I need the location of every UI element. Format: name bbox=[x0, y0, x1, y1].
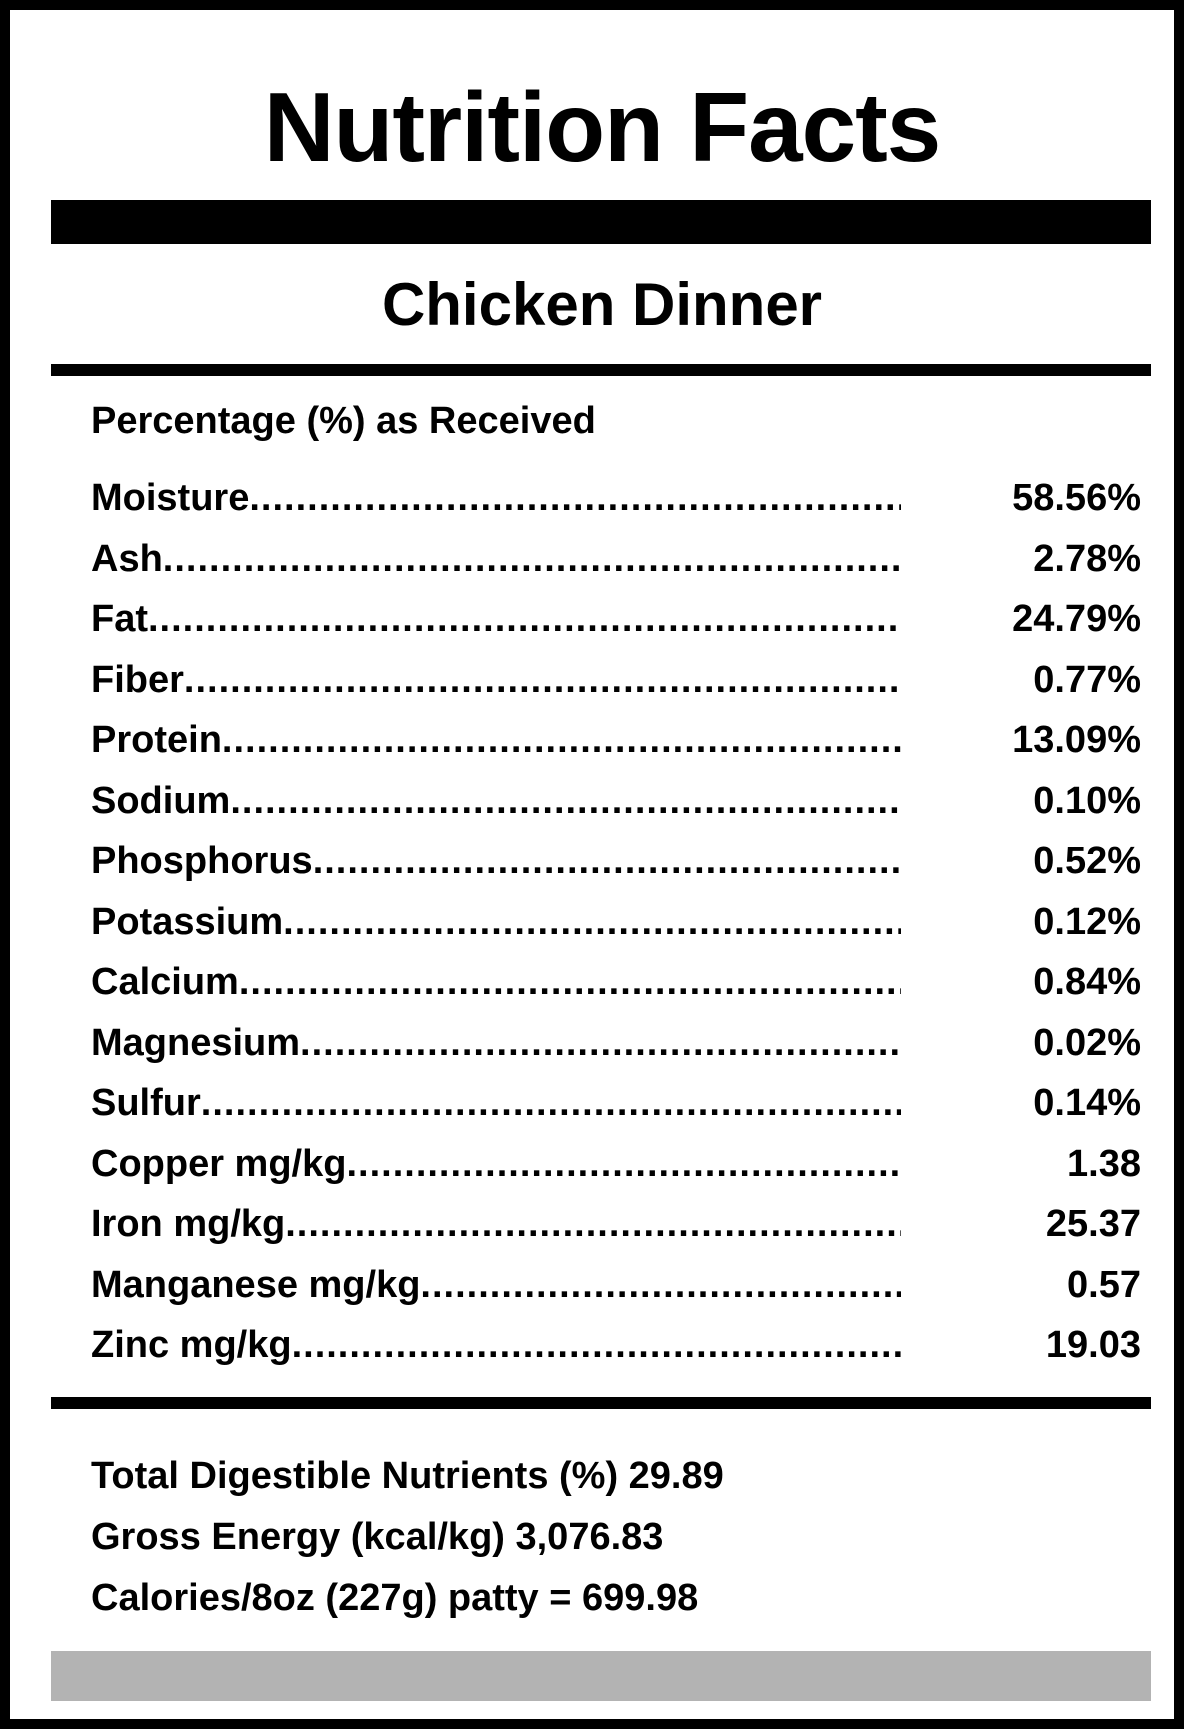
nutrient-value: 0.12% bbox=[1033, 900, 1141, 943]
nutrient-value: 2.78% bbox=[1033, 537, 1141, 580]
nutrient-value: 0.14% bbox=[1033, 1082, 1141, 1124]
nutrient-row bbox=[91, 1255, 1141, 1316]
dot-leader bbox=[292, 1315, 901, 1375]
dot-leader bbox=[222, 710, 901, 770]
nutrient-row bbox=[91, 1073, 1141, 1134]
nutrient-value: 0.77% bbox=[1033, 658, 1141, 701]
divider-top bbox=[51, 364, 1151, 376]
dot-leader bbox=[420, 1255, 901, 1315]
nutrient-value: 0.52% bbox=[1033, 840, 1141, 882]
section-heading: Percentage (%) as Received bbox=[91, 400, 596, 442]
dot-leader bbox=[346, 1134, 901, 1194]
nutrient-name: Manganese mg/kg bbox=[91, 1263, 421, 1306]
dot-leader bbox=[300, 1013, 901, 1073]
nutrient-value: 0.84% bbox=[1033, 961, 1141, 1003]
dot-leader bbox=[184, 650, 901, 710]
nutrient-row bbox=[91, 468, 1141, 529]
nutrient-name: Calcium bbox=[91, 961, 239, 1003]
nutrient-name: Fiber bbox=[91, 658, 184, 701]
dot-leader bbox=[230, 771, 901, 831]
nutrient-row bbox=[91, 1013, 1141, 1074]
total-digestible-nutrients: Total Digestible Nutrients (%) 29.89 bbox=[91, 1455, 724, 1497]
nutrient-row bbox=[91, 771, 1141, 832]
nutrient-row bbox=[91, 1194, 1141, 1255]
dot-leader bbox=[239, 952, 901, 1012]
nutrient-value: 25.37 bbox=[1045, 1203, 1141, 1245]
summary-block bbox=[91, 1446, 724, 1629]
nutrient-row bbox=[91, 529, 1141, 590]
nutrient-value: 24.79% bbox=[1012, 598, 1141, 640]
nutrient-row bbox=[91, 892, 1141, 953]
nutrient-name: Magnesium bbox=[91, 1021, 301, 1064]
nutrient-name: Iron mg/kg bbox=[91, 1203, 286, 1245]
nutrient-row bbox=[91, 710, 1141, 771]
label-title: Nutrition Facts bbox=[263, 72, 941, 182]
nutrient-value: 1.38 bbox=[1067, 1142, 1141, 1185]
footer-bar bbox=[51, 1651, 1151, 1701]
dot-leader bbox=[201, 1073, 901, 1133]
nutrient-row bbox=[91, 952, 1141, 1013]
thick-divider bbox=[51, 200, 1151, 244]
product-name: Chicken Dinner bbox=[381, 271, 823, 338]
divider-bottom bbox=[51, 1397, 1151, 1409]
dot-leader bbox=[313, 831, 901, 891]
dot-leader bbox=[249, 468, 901, 528]
nutrient-value: 0.10% bbox=[1033, 779, 1141, 822]
nutrient-row bbox=[91, 650, 1141, 711]
calories-per-patty: Calories/8oz (227g) patty = 699.98 bbox=[91, 1577, 699, 1619]
nutrient-value: 0.02% bbox=[1033, 1021, 1141, 1064]
gross-energy: Gross Energy (kcal/kg) 3,076.83 bbox=[91, 1516, 664, 1558]
nutrient-list bbox=[91, 468, 1141, 1376]
nutrient-name: Copper mg/kg bbox=[91, 1142, 347, 1185]
nutrient-name: Sulfur bbox=[91, 1082, 201, 1124]
nutrient-name: Potassium bbox=[91, 900, 284, 943]
nutrient-value: 58.56% bbox=[1012, 477, 1141, 519]
dot-leader bbox=[163, 529, 901, 589]
nutrient-value: 13.09% bbox=[1012, 719, 1141, 761]
nutrient-value: 19.03 bbox=[1045, 1324, 1141, 1366]
dot-leader bbox=[148, 589, 901, 649]
nutrient-name: Ash bbox=[91, 537, 163, 580]
dot-leader bbox=[285, 1194, 901, 1254]
nutrient-name: Phosphorus bbox=[91, 840, 313, 882]
dot-leader bbox=[283, 892, 901, 952]
nutrient-name: Zinc mg/kg bbox=[91, 1324, 292, 1366]
nutrient-value: 0.57 bbox=[1067, 1263, 1141, 1306]
nutrient-name: Sodium bbox=[91, 779, 231, 822]
nutrient-row bbox=[91, 589, 1141, 650]
nutrient-name: Moisture bbox=[91, 477, 250, 519]
nutrient-name: Fat bbox=[91, 598, 148, 640]
nutrient-row bbox=[91, 1134, 1141, 1195]
nutrient-row bbox=[91, 831, 1141, 892]
nutrient-name: Protein bbox=[91, 719, 222, 761]
nutrient-row bbox=[91, 1315, 1141, 1376]
